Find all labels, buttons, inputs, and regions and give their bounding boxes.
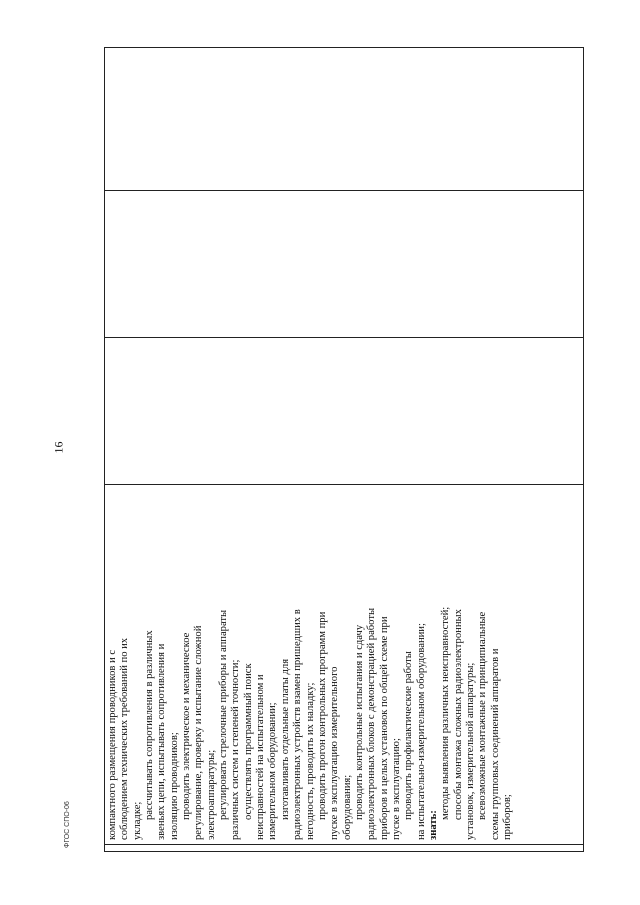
table-column-index [105, 845, 583, 851]
text-line: осуществлять программный поиск [242, 663, 254, 820]
text-line: регулировать стрелочные приборы и аппараты [218, 609, 230, 820]
text-line: электроаппаратуры; [205, 749, 217, 840]
table-column-description [105, 485, 583, 845]
text-line: всевозможные монтажные и принципиальные [477, 611, 489, 820]
text-line: пуске в эксплуатацию; [390, 738, 402, 840]
footer-code: ФГОС СПО-06 [64, 801, 71, 848]
page-number: 16 [51, 441, 66, 454]
section-heading: знать: [427, 810, 439, 840]
text-line: изготавливать отдельные платы для [279, 658, 291, 820]
table-frame [104, 47, 584, 852]
text-line: негодность, проводить их наладку; [304, 682, 316, 840]
text-line: звеньях цепи, испытывать сопротивления и [156, 643, 168, 840]
text-line: укладке; [131, 801, 143, 840]
text-line: проводить профилактические работы [403, 651, 415, 820]
table-column-5 [105, 46, 583, 191]
text-line: компактного размещения проводников и с [107, 649, 118, 840]
text-line: установок, измерительной аппаратуры; [464, 662, 476, 840]
text-line: изоляцию проводников; [168, 732, 180, 840]
table-column-3 [105, 338, 583, 485]
text-line: радиоэлектронных устройств взамен пришедших в [292, 609, 304, 840]
text-line: проводить электрическое и механическое [181, 632, 193, 820]
text-line: радиоэлектронных блоков с демонстрацией работы [366, 607, 378, 840]
text-line: неисправностей на испытательном и [255, 674, 267, 840]
text-line: проводить прогон контрольных программ при [316, 611, 328, 820]
text-line: на испытательно-измерительном оборудовании; [415, 623, 427, 840]
text-line: пуске в эксплуатацию измерительного [329, 666, 341, 840]
text-line: оборудования; [341, 774, 353, 840]
text-line: приборов и целых установок по общей схеме при [378, 616, 390, 840]
text-line: схемы групповых соединений аппаратов и [489, 648, 501, 840]
text-line: измерительном оборудовании; [267, 702, 279, 840]
text-line: соблюдением технических требований по их [119, 637, 131, 840]
text-line: способы монтажа сложных радиоэлектронных [452, 609, 464, 820]
text-line: различных систем и степеней точности; [230, 659, 242, 840]
text-line: приборов; [502, 794, 513, 840]
text-line: рассчитывать сопротивления в различных [144, 630, 156, 820]
table-column-4 [105, 191, 583, 338]
text-line: проводить контрольные испытания и сдачу [353, 624, 365, 820]
text-line: методы выявления различных неисправностей; [440, 606, 452, 820]
rotated-page [104, 47, 584, 852]
text-line: регулирование, проверку и испытание сложной [193, 625, 205, 840]
